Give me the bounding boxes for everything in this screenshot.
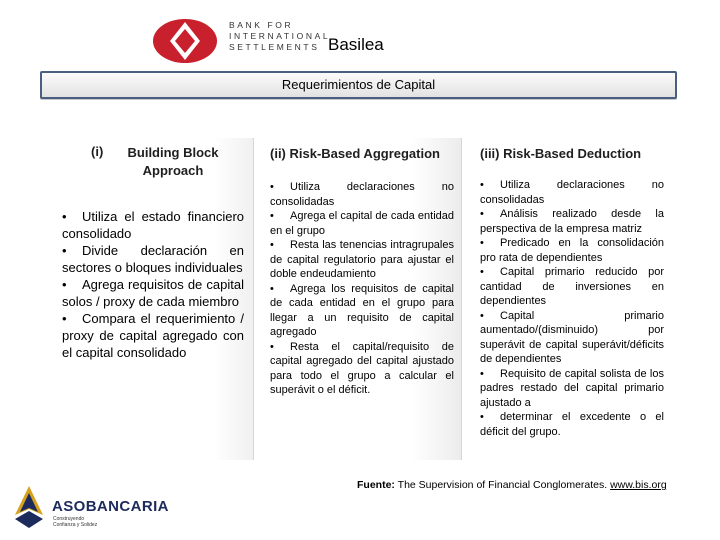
list-item-text: Predicado en la consolidación pro rata de dependientes — [480, 237, 664, 264]
bullet-icon: • — [62, 243, 67, 258]
bullet-icon: • — [480, 237, 484, 249]
tagline-line-1: Construyendo — [53, 516, 85, 522]
bis-logo — [152, 18, 218, 64]
bis-line-3: SETTLEMENTS — [229, 42, 320, 52]
column-title: (iii) Risk-Based Deduction — [480, 146, 642, 161]
risk-based-aggregation-column — [262, 138, 462, 460]
column-heading — [57, 144, 247, 184]
list-item — [270, 238, 454, 282]
list-item — [480, 178, 664, 207]
list-item — [480, 265, 664, 309]
source-note — [357, 479, 667, 491]
list-item-text: Compara el requerimiento / proxy de capital agregado con el capital consolidado — [62, 311, 244, 360]
list-item-text: Resta el capital/requisito de capital agregado del capital ajustado para todo el grupo a calcular el superávit o el déficit. — [270, 340, 454, 396]
bullet-icon: • — [270, 210, 274, 222]
bis-wordmark — [229, 20, 330, 53]
list-item — [270, 340, 454, 398]
list-item-text: Requisito de capital solista de los padres restado del capital primario ajustado a — [480, 367, 664, 409]
column-body — [480, 178, 664, 439]
page-title: Basilea — [328, 35, 384, 54]
list-item-text: Agrega requisitos de capital solos / proxy de cada miembro — [62, 277, 244, 309]
list-item-text: Utiliza declaraciones no consolidadas — [480, 179, 664, 206]
asobancaria-wordmark: ASOBANCARIA — [52, 498, 169, 515]
bullet-icon: • — [480, 309, 484, 322]
list-item — [480, 236, 664, 265]
list-item-text: Divide declaración en sectores o bloques individuales — [62, 243, 244, 275]
bullet-icon: • — [480, 411, 484, 423]
tagline-line-2: Confianza y Solidez — [53, 522, 98, 528]
list-item-text: Capital primario aumentado/(disminuido) por superávit de capital superávit/déficits de dependientes — [480, 309, 664, 365]
source-text: The Supervision of Financial Conglomerates. — [394, 479, 611, 491]
source-label: Fuente: — [357, 479, 395, 491]
list-item-text: determinar el excedente o el déficit del grupo. — [480, 411, 664, 438]
list-item — [480, 410, 664, 439]
bullet-icon: • — [62, 311, 67, 326]
list-item — [62, 242, 244, 276]
list-item — [62, 310, 244, 361]
asobancaria-logo-icon — [14, 485, 44, 529]
column-title: Building Block Approach — [127, 145, 219, 178]
list-item-text: Análisis realizado desde la perspectiva de la empresa matriz — [480, 208, 664, 235]
list-item — [270, 282, 454, 340]
list-item — [62, 276, 244, 310]
bullet-icon: • — [270, 340, 274, 353]
risk-based-deduction-column — [474, 138, 674, 460]
list-item-text: Resta las tenencias intragrupales de capital regulatorio para ajustar el doble endeudamiento — [270, 239, 454, 280]
bis-line-2: INTERNATIONAL — [229, 31, 331, 41]
bullet-icon: • — [480, 179, 484, 191]
list-item-text: Utiliza el estado financiero consolidado — [62, 209, 244, 241]
column-number: (i) — [91, 144, 104, 159]
bis-line-1: BANK FOR — [229, 20, 294, 30]
bullet-icon: • — [62, 277, 67, 292]
bullet-icon: • — [270, 239, 274, 251]
bullet-icon: • — [480, 208, 484, 220]
source-link[interactable]: www.bis.org — [610, 479, 667, 491]
column-title: (ii) Risk-Based Aggregation — [270, 146, 440, 161]
section-banner: Requerimientos de Capital — [40, 71, 677, 99]
bullet-icon: • — [270, 282, 274, 295]
list-item — [480, 367, 664, 411]
bullet-icon: • — [270, 181, 274, 193]
list-item-text: Agrega los requisitos de capital de cada entidad en el grupo para llegar a un requisito de capital agregado — [270, 282, 454, 338]
bullet-icon: • — [62, 209, 67, 224]
list-item — [62, 208, 244, 242]
bullet-icon: • — [480, 266, 484, 278]
column-body — [62, 208, 244, 361]
bullet-icon: • — [480, 367, 484, 380]
list-item-text: Capital primario reducido por cantidad de inversiones en dependientes — [480, 266, 664, 307]
column-body — [270, 180, 454, 398]
list-item — [480, 309, 664, 367]
list-item — [480, 207, 664, 236]
list-item-text: Utiliza declaraciones no consolidadas — [270, 181, 454, 208]
list-item — [270, 180, 454, 209]
list-item — [270, 209, 454, 238]
list-item-text: Agrega el capital de cada entidad en el grupo — [270, 210, 454, 237]
building-block-column — [57, 138, 254, 460]
asobancaria-tagline — [53, 516, 97, 528]
